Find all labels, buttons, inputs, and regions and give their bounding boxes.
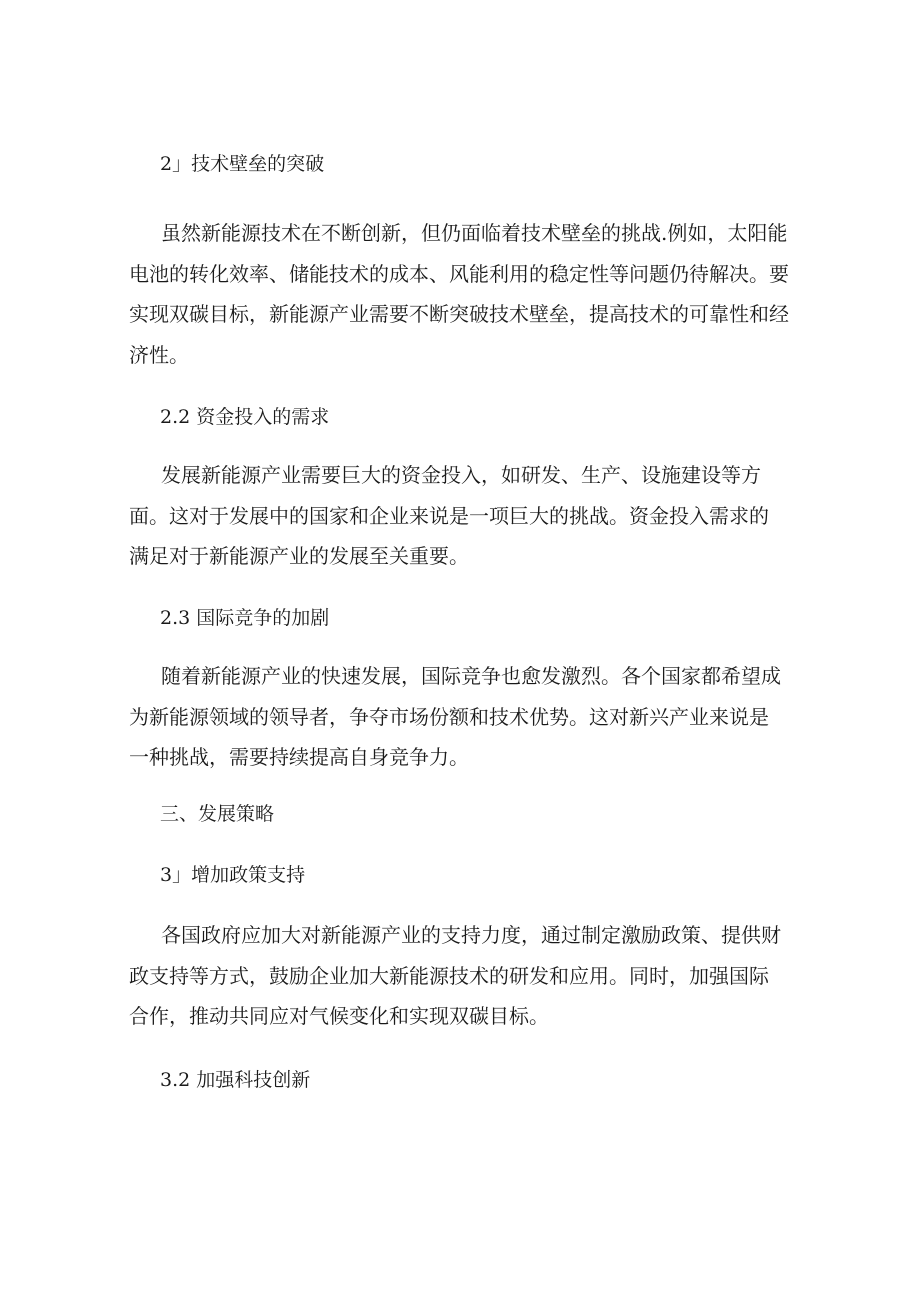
paragraph-intl-competition bbox=[129, 656, 791, 778]
paragraph-line: 电池的转化效率、储能技术的成本、风能利用的稳定性等问题仍待解决。要 bbox=[129, 261, 789, 286]
paragraph-tech-barriers bbox=[129, 213, 791, 375]
section-heading-3-1: 3」增加政策支持 bbox=[160, 864, 306, 886]
paragraph-line: 面。这对于发展中的国家和企业来说是一项巨大的挑战。资金投入需求的 bbox=[129, 503, 769, 528]
paragraph-funding-needs bbox=[129, 455, 791, 577]
section-heading-2-2: 2.2 资金投入的需求 bbox=[160, 406, 330, 428]
paragraph-line: 实现双碳目标，新能源产业需要不断突破技术壁垒，提高技术的可靠性和经 bbox=[129, 302, 789, 327]
section-heading-2-1: 2」技术壁垒的突破 bbox=[160, 153, 325, 175]
paragraph-line: 合作，推动共同应对气候变化和实现双碳目标。 bbox=[129, 1004, 549, 1029]
paragraph-line: 政支持等方式，鼓励企业加大新能源技术的研发和应用。同时，加强国际 bbox=[129, 963, 769, 988]
paragraph-line: 各国政府应加大对新能源产业的支持力度，通过制定激励政策、提供财 bbox=[161, 923, 781, 947]
paragraph-line: 满足对于新能源产业的发展至关重要。 bbox=[129, 544, 469, 569]
section-heading-2-3: 2.3 国际竞争的加剧 bbox=[160, 607, 330, 629]
paragraph-line: 济性。 bbox=[129, 342, 189, 367]
paragraph-line: 虽然新能源技术在不断创新，但仍面临着技术壁垒的挑战.例如，太阳能 bbox=[161, 221, 788, 245]
paragraph-line: 为新能源领域的领导者，争夺市场份额和技术优势。这对新兴产业来说是 bbox=[129, 704, 769, 729]
chapter-heading-3: 三、发展策略 bbox=[160, 803, 275, 825]
paragraph-policy-support bbox=[129, 915, 791, 1037]
paragraph-line: 随着新能源产业的快速发展，国际竞争也愈发激烈。各个国家都希望成 bbox=[161, 664, 781, 688]
paragraph-line: 一种挑战，需要持续提高自身竞争力。 bbox=[129, 745, 469, 770]
section-heading-3-2: 3.2 加强科技创新 bbox=[160, 1069, 311, 1091]
paragraph-line: 发展新能源产业需要巨大的资金投入，如研发、生产、设施建设等方 bbox=[161, 463, 761, 487]
